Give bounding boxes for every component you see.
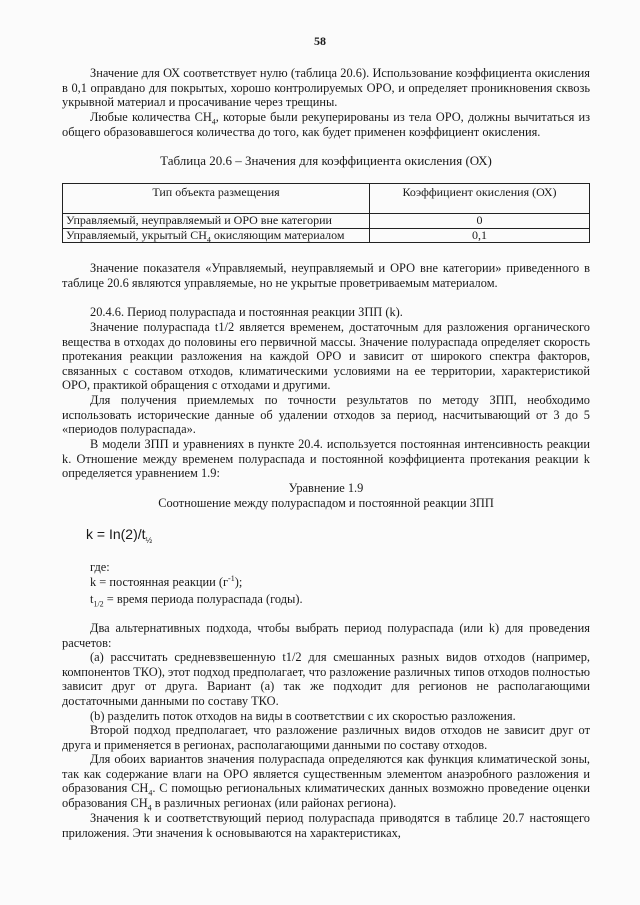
paragraph-historical-data: Для получения приемлемых по точности результатов по методу ЗПП, необходимо использовать исторические данные об удалении отходов за период, насчитывающий от 3 до 5 «периодов полураспада». <box>62 393 590 437</box>
paragraph-recovered-ch4: Любые количества $СН_4$, которые были рекуперированы из тела ОРО, должны вычитаться из общего образовавшегося количества до того, как будет применен коэффициент окисления. <box>62 110 590 139</box>
list-item-approach-b: (b) разделить поток отходов на виды в соответствии с их скоростью разложения. <box>90 709 516 723</box>
page-number: 58 <box>314 34 326 48</box>
paragraph-second-approach: Второй подход предполагает, что разложение различных видов отходов не зависит друг от друга и применяется в регионах, располагающими данными по составу отходов. <box>62 723 590 752</box>
paragraph-ox-value: Значение для ОХ соответствует нулю (таблица 20.6). Использование коэффициента окисления в 0,1 оправдано для покрытых, хорошо контролируемых ОРО, и определяет проникновения сквозь укрывной материал и просачивание через трещины. <box>62 66 590 110</box>
table-header-type: Тип объекта размещения <box>63 184 370 214</box>
paragraph-climate-zone: Для обоих вариантов значения полураспада определяются как функция климатической зоны, так как содержание влаги на ОРО является существенным элементом анаэробного разложения и образования $СН_4$. С помощью региональных климатических данных возможно проведение оценки образования $СН_4$ в различных регионах (или районах региона). <box>62 752 591 813</box>
paragraph-reaction-constant: В модели ЗПП и уравнениях в пункте 20.4. используется постоянная интенсивность реакции k. Отношение между временем полураспада и постоянной коэффициента протекания реакции k определяется уравнением 1.9: <box>62 437 590 481</box>
where-label: где: <box>90 560 110 574</box>
table-cell-value: 0,1 <box>370 228 590 243</box>
paragraph-indicator-note: Значение показателя «Управляемый, неуправляемый и ОРО вне категории» приведенного в таблице 20.6 являются управляемые, но не укрытые проветриваемым материалом. <box>62 261 590 290</box>
definition-k: k = постоянная реакции $(г^{-1})$; <box>90 573 243 589</box>
section-heading: 20.4.6. Период полураспада и постоянная реакции ЗПП (k). <box>90 305 403 319</box>
table-header-coefficient: Коэффициент окисления (ОХ) <box>370 184 590 214</box>
table-row <box>63 214 590 229</box>
table-header-row <box>63 184 590 214</box>
oxidation-table <box>62 183 590 243</box>
paragraph-k-values: Значения k и соответствующий период полураспада приводятся в таблице 20.7 настоящего приложения. Эти значения k основываются на характеристиках, <box>62 811 590 840</box>
definition-t-half: $t_{1/2}$ = время периода полураспада (годы). <box>90 592 303 609</box>
paragraph-half-life-definition: Значение полураспада t1/2 является временем, достаточным для разложения органического вещества в отходах до половины его первичной массы. Значение полураспада определяет скорость протекания реакции разложения на каждой ОРО и зависит от широкого спектра факторов, связанных с составом отходов, климатическими условиями на ее территории, характеристикой ОРО, практикой обращения с отходами и другими. <box>62 320 590 393</box>
equation-label: Уравнение 1.9 <box>288 481 364 495</box>
equation-caption: Соотношение между полураспадом и постоянной реакции ЗПП <box>158 496 494 510</box>
table-cell-type: Управляемый, неуправляемый и ОРО вне категории <box>63 214 370 229</box>
equation-formula: $k = In(2)/t_{\frac{1}{2}}$ <box>86 526 153 545</box>
table-title: Таблица 20.6 – Значения для коэффициента окисления (ОХ) <box>160 153 492 168</box>
paragraph-two-approaches: Два альтернативных подхода, чтобы выбрать период полураспада (или k) для проведения расчетов: <box>62 621 590 650</box>
list-item-approach-a: (а) рассчитать средневзвешенную t1/2 для смешанных разных видов отходов (например, компонентов ТКО), этот подход предполагает, что разложение различных типов отходов полностью зависит друг от друга. Вариант (а) так же подходит для регионов не располагающими достаточными данными по составу ТКО. <box>62 650 590 708</box>
table-cell-value: 0 <box>370 214 590 229</box>
table-row <box>63 228 590 243</box>
table-cell-type: Управляемый, укрытый $СН_4$ окисляющим материалом <box>63 228 370 243</box>
